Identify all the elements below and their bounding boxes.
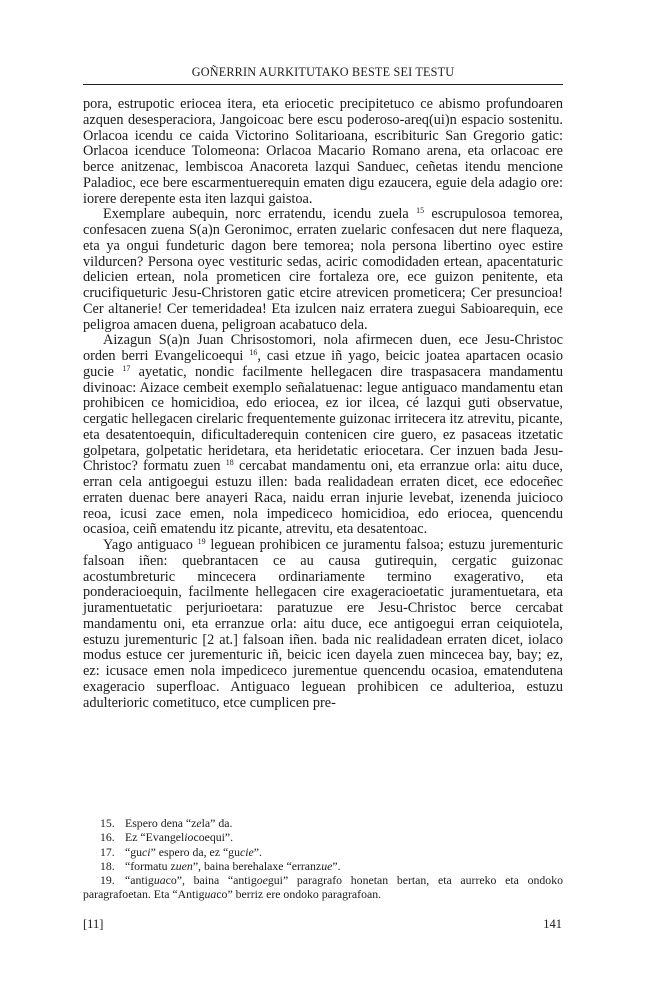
footnote-text: “formatu z	[125, 858, 176, 873]
text-run: cercabat mandamentu oni, eta erranzue orla: aitu duce, erran cela antigoegui estuzu illen: bada realidadean erraten dicet, ece edoceñec erraten duenac bere anayeri Raca, naidu erran injurie levebat, izenenda juicioco reoa, icusi zace emen, nola impediceco homicidioa, edo eriocea, quencendu ocasioa, ceiñ ematendu itz picante, atrevitu, eta desatentoac.	[83, 458, 563, 538]
paragraph	[83, 207, 563, 333]
footnote-text: Espero dena “z	[125, 816, 197, 830]
folio-left: [11]	[83, 917, 104, 931]
header-rule	[83, 84, 563, 85]
footnote	[83, 845, 563, 859]
footnote-text: co” berriz ere ondoko paragrafoan.	[216, 887, 382, 902]
footnote	[83, 816, 563, 830]
paragraph	[83, 538, 563, 711]
text-run: Yago antiguaco	[103, 537, 198, 553]
footnote-reference[interactable]: 17	[122, 363, 131, 373]
main-text	[83, 97, 563, 711]
footnote-number: 16.	[100, 830, 115, 845]
footnote-text: “gu	[125, 844, 143, 859]
text-run: Aizagun S(a)n Juan Chrisostomori, nola afirmecen duen, ece Jesu-Christoc orden berri Evangelicoequi	[83, 332, 563, 364]
text-run: escrupulosoa temorea, confesacen zuena S(a)n Geronimoc, erraten zuelaric confesacen dut nere flaqueza, eta ya ongui fundeturic dagon bere temorea; nola persona libertino oyec estire vildurcen? Persona oyec vestituric sedas, aciric comodidaden ertean, apacentaturic delicien ertean, nola prometicen cire fortaleza ore, ece guizon penitente, eta crucifiqueturic Jesu-Christoren gatic etcire atrevicen prometicera; Cer presuncioa! Cer altanerie! Cer temeridadea! Eta izulcen naiz erratera zuegui Sabioarequin, ece peligroa amacen duena, peligroan acabatuco dela.	[83, 206, 563, 333]
footnote-number: 19.	[100, 873, 115, 888]
italic-correction: ua	[204, 887, 217, 902]
running-head: GOÑERRIN AURKITUTAKO BESTE SEI TESTU	[191, 65, 455, 79]
text-run: , casi etzue iñ yago, beicic joatea apartacen ocasio gucie	[83, 348, 563, 380]
footnote-reference[interactable]: 16	[249, 348, 258, 357]
footnote-text: ”.	[253, 844, 262, 859]
page-body	[83, 64, 563, 711]
italic-correction: cie	[239, 844, 254, 859]
italic-correction: ua	[153, 873, 166, 888]
italic-correction: uen	[175, 858, 193, 873]
footnote	[83, 830, 563, 844]
paragraph	[83, 97, 563, 207]
footnote-reference[interactable]: 18	[225, 458, 234, 468]
footnote-text: la” da.	[201, 816, 233, 830]
text-run: pora, estrupotic eriocea itera, eta eriocetic precipitetuco ce abismo profundoaren azquen desesperaciora, Jangoicoac bere escu poderoso-areq(ui)n espacio sostenitu. Orlacoa icendu ce caida Victorino Solitarioana, escribituric San Gregorio gatic: Orlacoa icenduce Tolomeona: Orlacoa Macario Romano arena, eta orlacoac ere berce anitzenac, lembiscoa Anacoreta lazqui Sanduec, ceñetas itendu mencione Paladioc, ece bere escarmentuerequin ematen digu ezaucera, eguie dela adagio ore: iorere derepente esta iten lazqui gaistoa.	[83, 96, 563, 207]
footnote-number: 18.	[100, 858, 115, 873]
paragraph	[83, 333, 563, 538]
text-run: leguean prohibicen ce juramentu falsoa; estuzu jurementuric falsoan iñen: quebrantacen ce au causa gutirequin, cergatic guizonac acostumbreturic mincecera ordinariamente termino exagerativo, eta ponderacioequin, facilmente hellegacen cire exageracioetatic juramentuetara, eta juramentuetatic perjurioetara: paratuzue ere Jesu-Christoc berce cercabat mandamentu oni, eta erranzue orla: aitu duce, ece antigoegui erran ceiquiotela, estuzu jurementuric [2 at.] falsoan iñen. bada nic realidadean erraten dicet, iolaco modus estuce cer jurementuric iñ, beicic icen dayela zuen mincecea bay, bay; ez, ez: icusace emen nola impediceco jurementue quencendu ocasioa, ematendutena exageracio superfloac. Antiguaco leguean prohibicen ce adulterioa, estuzu adulterioric cometituco, etce cumplicen pre-	[83, 537, 563, 711]
italic-correction: ue	[321, 858, 333, 873]
text-run: ayetatic, nondic facilmente hellegacen dire traspasacera mandamentu divinoac: Aizace cembeit exemplo señalatuenac: legue antiguaco mandamentu etan prohibicen ce homicidioa, edo eriocea, ez ior ilcea, cé lazqui guti observatue, cergatic hellegacen cirelaric frequentemente guizonac irritecera itz atrevitu, picante, eta desatentoequin, dificultaderequin contenicen cire guero, ez pasaceas itzetatic golpetara, golpetatic heridetara, eta heridetatic eriocetara. Cer inzuen bada Jesu-Christoc? formatu zuen	[83, 363, 563, 475]
italic-correction: io	[184, 830, 194, 845]
footnotes	[83, 816, 563, 902]
italic-correction: e	[196, 816, 202, 830]
footnote	[83, 859, 563, 873]
italic-correction: oe	[256, 873, 268, 888]
footnote-text: “antig	[125, 873, 154, 888]
footnote-reference[interactable]: 19	[197, 537, 206, 546]
text-run: Exemplare aubequin, norc erratendu, icendu zuela	[103, 206, 417, 223]
footnote-text: ” espero da, ez “gu	[150, 844, 240, 859]
footnote-text: gui” paragrafo honetan bertan, eta aurreko eta ondoko paragrafoetan. Eta “Antig	[83, 873, 563, 902]
italic-correction: ci	[142, 844, 151, 859]
footnote-text: ”, baina berehalaxe “erranz	[192, 858, 322, 873]
footnote-reference[interactable]: 15	[416, 206, 425, 216]
footnote-text: ”.	[332, 858, 341, 873]
footnote-text: co”, baina “antig	[165, 873, 257, 888]
footnote-text: Ez “Evangel	[125, 830, 185, 845]
footnote	[83, 873, 563, 902]
footnote-number: 15.	[100, 816, 115, 830]
footnote-number: 17.	[100, 844, 115, 859]
footnote-text: coequi”.	[193, 830, 234, 845]
page-number: 141	[543, 917, 562, 931]
